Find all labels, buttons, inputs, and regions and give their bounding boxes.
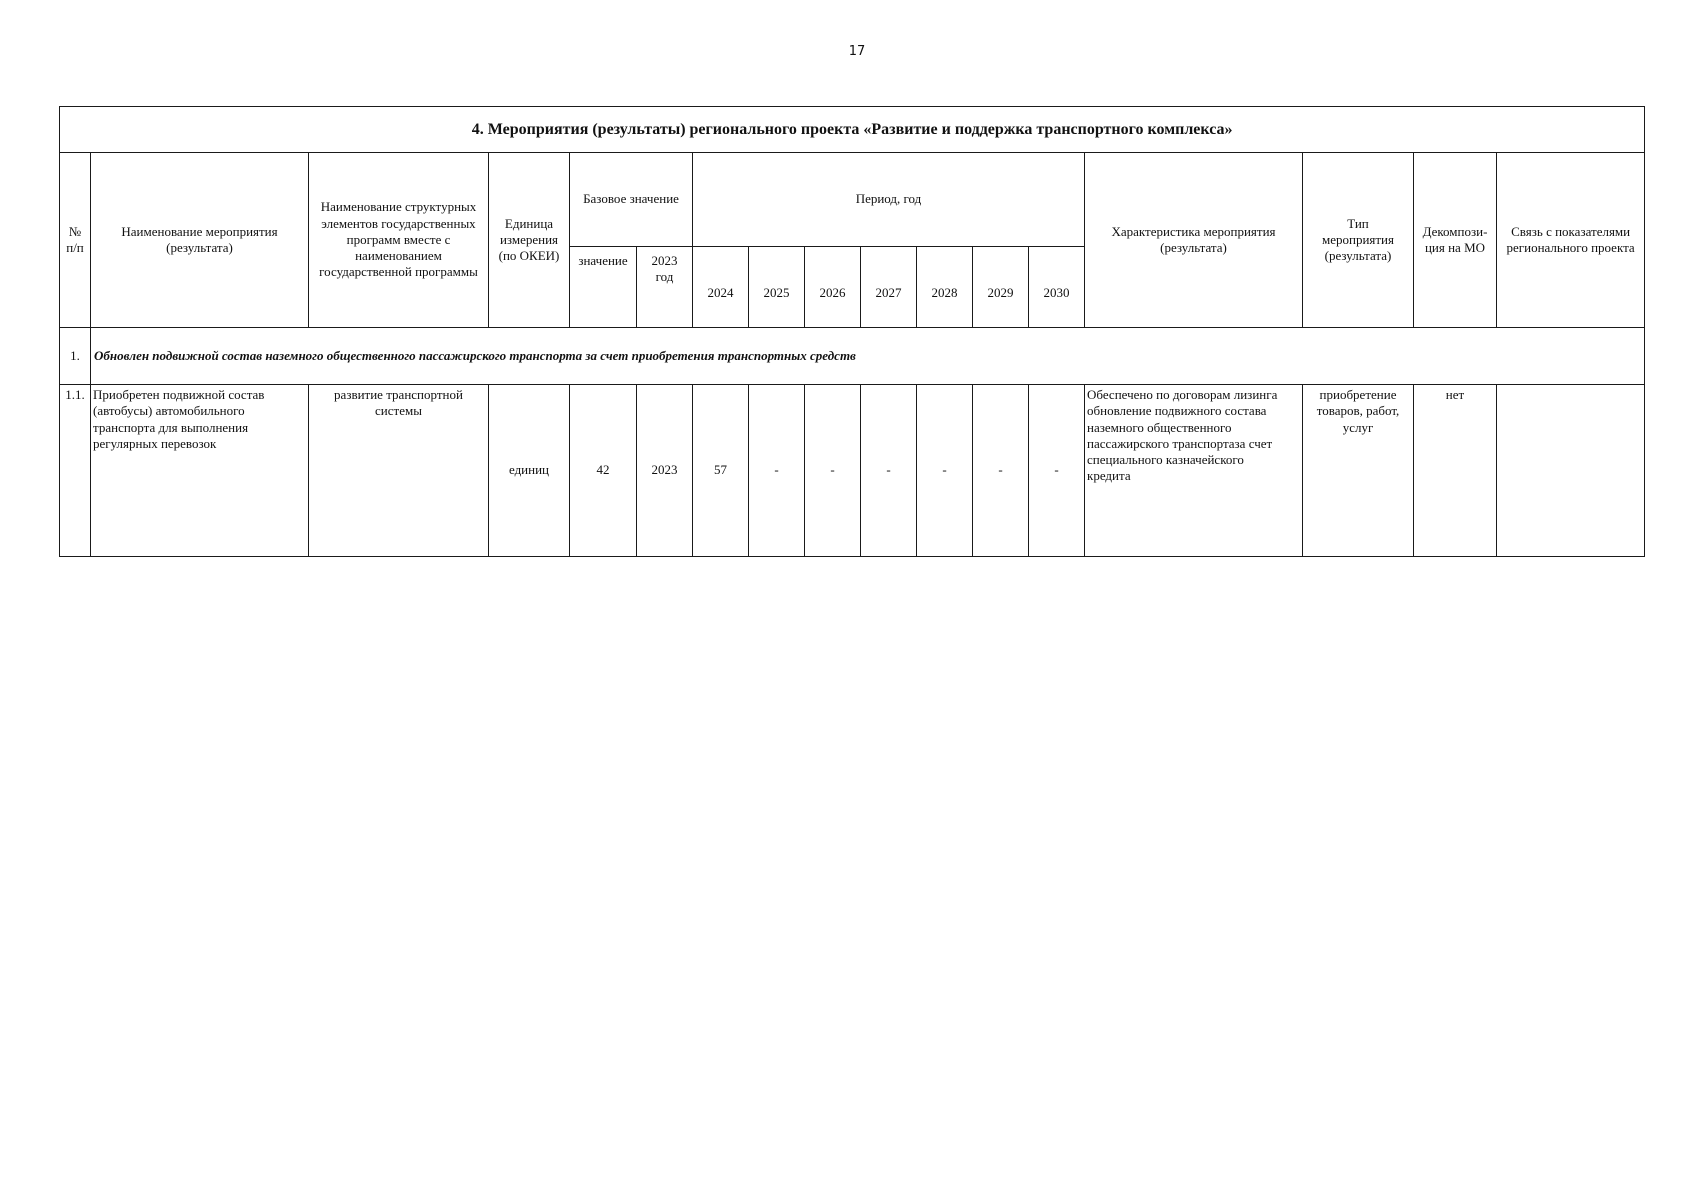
row-decomposition: нет	[1414, 385, 1497, 557]
row-year-value: -	[917, 385, 973, 557]
header-year: 2026	[805, 247, 861, 328]
header-base-value-year: 2023 год	[637, 247, 693, 328]
row-structural-element: развитие транспортной системы	[309, 385, 489, 557]
header-base-value: Базовое значение	[570, 153, 693, 247]
row-link	[1497, 385, 1645, 557]
header-year: 2027	[861, 247, 917, 328]
header-year: 2030	[1029, 247, 1085, 328]
row-unit: единиц	[489, 385, 570, 557]
row-base-value: 42	[570, 385, 637, 557]
header-base-value-value: значение	[570, 247, 637, 328]
table-title: 4. Мероприятия (результаты) регионального проекта «Развитие и поддержка транспортного комплекса»	[60, 107, 1645, 153]
header-year: 2024	[693, 247, 749, 328]
row-characteristic: Обеспечено по договорам лизинга обновление подвижного состава наземного общественного пассажирского транспортаза счет специального казначейского кредита	[1085, 385, 1303, 557]
row-year-value: -	[861, 385, 917, 557]
header-event-name: Наименование мероприятия (результата)	[91, 153, 309, 328]
header-link: Связь с показателями регионального проекта	[1497, 153, 1645, 328]
events-table	[59, 106, 1645, 557]
header-unit: Единица измерения (по ОКЕИ)	[489, 153, 570, 328]
section-title: Обновлен подвижной состав наземного общественного пассажирского транспорта за счет приобретения транспортных средств	[91, 328, 1645, 385]
row-number: 1.1.	[60, 385, 91, 557]
row-event-name: Приобретен подвижной состав (автобусы) автомобильного транспорта для выполнения регулярных перевозок	[91, 385, 309, 557]
row-type: приобретение товаров, работ, услуг	[1303, 385, 1414, 557]
header-type: Тип мероприятия (результата)	[1303, 153, 1414, 328]
table-row	[60, 385, 1645, 557]
table-title-row	[60, 107, 1645, 153]
row-year-value: -	[973, 385, 1029, 557]
header-period: Период, год	[693, 153, 1085, 247]
header-row-upper	[60, 153, 1645, 247]
section-row	[60, 328, 1645, 385]
page-number: 17	[848, 44, 866, 59]
header-characteristic: Характеристика мероприятия (результата)	[1085, 153, 1303, 328]
header-year: 2029	[973, 247, 1029, 328]
row-year-value: 57	[693, 385, 749, 557]
row-year-value: -	[805, 385, 861, 557]
header-year: 2025	[749, 247, 805, 328]
section-number: 1.	[60, 328, 91, 385]
header-structural-elements: Наименование структурных элементов государственных программ вместе с наименованием государственной программы	[309, 153, 489, 328]
header-decomposition: Декомпози- ция на МО	[1414, 153, 1497, 328]
header-num: № п/п	[60, 153, 91, 328]
header-year: 2028	[917, 247, 973, 328]
row-base-year: 2023	[637, 385, 693, 557]
row-year-value: -	[1029, 385, 1085, 557]
row-year-value: -	[749, 385, 805, 557]
